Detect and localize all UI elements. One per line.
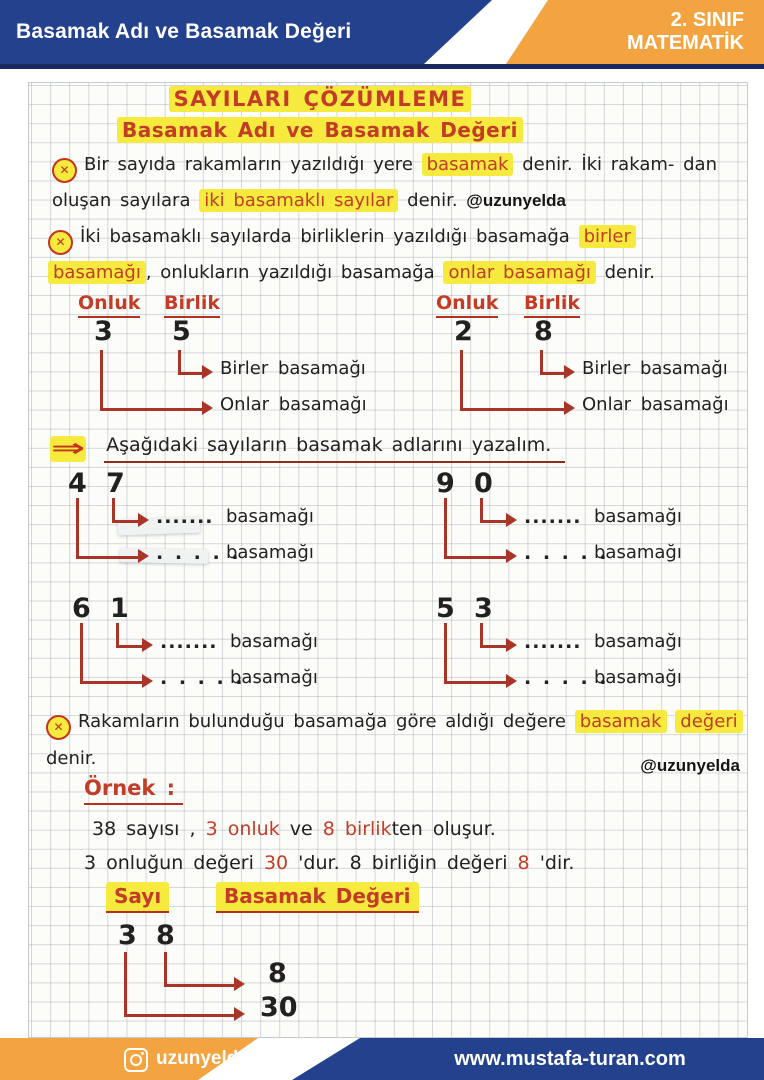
ones-digit: 8 xyxy=(534,316,553,347)
asterisk-bullet-icon: ✕ xyxy=(48,230,73,255)
tens-digit: 6 xyxy=(72,593,91,624)
arrowhead-icon xyxy=(142,674,160,688)
sentence-1-text-a: 38 sayısı , xyxy=(92,818,196,840)
intro-text-2: denir. İki rakam- xyxy=(522,154,675,175)
rule-text-2: , onlukların yazıldığı basamağa xyxy=(145,262,435,283)
tens-connector-line xyxy=(124,952,237,1017)
blank-place-label: basamağı xyxy=(226,506,314,527)
sentence-1-red-ones: 8 birlik xyxy=(322,818,392,840)
highlighted-term-birler: birler xyxy=(579,225,636,248)
grade-line-2: MATEMATİK xyxy=(626,32,744,54)
arrowhead-icon xyxy=(506,549,524,563)
ones-place-label: Birler basamağı xyxy=(220,358,366,379)
double-arrow-icon: ⇒ xyxy=(50,433,86,462)
asterisk-bullet-icon: ✕ xyxy=(52,158,77,183)
blank-dots: . . . . . xyxy=(524,542,608,564)
instagram-icon-dot xyxy=(141,1052,144,1055)
blank-place-label: basamağı xyxy=(594,631,682,652)
tens-digit: 2 xyxy=(454,316,473,347)
blank-dots: . . . . . xyxy=(156,542,240,564)
exercise-item-53 xyxy=(430,593,730,697)
example-sentence-2 xyxy=(84,852,574,874)
place-value-rule-paragraph xyxy=(46,703,746,777)
example-sentence-1 xyxy=(92,818,496,840)
website-url: www.mustafa-turan.com xyxy=(454,1048,686,1070)
main-title-row xyxy=(0,87,640,111)
exercise-item-47 xyxy=(62,468,362,572)
rule-text-3: denir. xyxy=(604,262,656,283)
highlighted-term-basamak-degeri-1: basamak xyxy=(575,710,667,733)
blank-place-label: basamağı xyxy=(230,631,318,652)
tens-connector-line xyxy=(76,498,141,559)
place-name-rule-paragraph xyxy=(48,219,743,291)
footer-bar xyxy=(0,1038,764,1080)
value-column-header: Basamak Değeri xyxy=(216,884,419,908)
highlighted-term-basamak-degeri-2: değeri xyxy=(675,710,742,733)
subtitle: Basamak Adı ve Basamak Değeri xyxy=(117,117,523,143)
tens-digit: 3 xyxy=(118,920,137,951)
tens-digit: 5 xyxy=(436,593,455,624)
tens-digit: 3 xyxy=(94,316,113,347)
asterisk-bullet-icon: ✕ xyxy=(46,715,71,740)
ones-digit: 5 xyxy=(172,316,191,347)
highlighted-term-basamak: basamak xyxy=(422,153,514,176)
sentence-2-text-b: 'dur. 8 birliğin değeri xyxy=(298,852,508,874)
place-diagram-28 xyxy=(428,292,764,424)
main-title: SAYILARI ÇÖZÜMLEME xyxy=(169,86,472,112)
blank-dots: ....... xyxy=(524,506,582,528)
ones-digit: 1 xyxy=(110,593,129,624)
number-column-header: Sayı xyxy=(106,884,169,908)
tens-value: 30 xyxy=(260,992,298,1023)
header-bar xyxy=(0,0,764,69)
blank-place-label: basamağı xyxy=(594,667,682,688)
tens-connector-line xyxy=(100,350,205,411)
watermark-handle: @uzunyelda xyxy=(466,191,566,210)
ones-place-label: Birler basamağı xyxy=(582,358,728,379)
intro-text-1: Bir sayıda rakamların yazıldığı yere xyxy=(84,154,413,175)
exercise-item-61 xyxy=(66,593,366,697)
sentence-1-red-tens: 3 onluk xyxy=(205,818,280,840)
example-heading: Örnek : xyxy=(84,776,183,805)
blank-dots: ....... xyxy=(160,631,218,653)
header-divider-line xyxy=(0,64,764,69)
blank-dots: ....... xyxy=(156,506,214,528)
sentence-1-text-b: ve xyxy=(289,818,313,840)
value-rule-text-2: denir. xyxy=(46,748,97,769)
blank-dots: . . . . . xyxy=(160,667,244,689)
sentence-1-text-c: ten oluşur. xyxy=(391,818,496,840)
tens-digit: 4 xyxy=(68,468,87,499)
grade-line-1: 2. SINIF xyxy=(670,9,744,31)
highlighted-term-onlar-basamagi: onlar basamağı xyxy=(443,261,595,284)
instagram-icon xyxy=(124,1048,148,1072)
sentence-2-red-value-8: 8 xyxy=(517,852,530,874)
grade-badge xyxy=(627,9,744,55)
sentence-2-red-value-30: 30 xyxy=(263,852,289,874)
highlighted-term-two-digit: iki basamaklı sayılar xyxy=(199,189,398,212)
blank-dots: . . . . . xyxy=(524,667,608,689)
exercise-heading: Aşağıdaki sayıların basamak adlarını yazalım. xyxy=(104,434,565,463)
ones-value: 8 xyxy=(268,958,287,989)
arrowhead-icon xyxy=(234,1007,252,1021)
arrowhead-icon xyxy=(564,401,582,415)
ones-column-header: Birlik xyxy=(164,292,220,318)
rule-text-1: İki basamaklı sayılarda birliklerin yazıldığı basamağa xyxy=(80,226,570,247)
place-diagram-35 xyxy=(60,292,400,424)
blank-place-label: basamağı xyxy=(230,667,318,688)
instagram-icon-lens xyxy=(130,1054,142,1066)
tens-connector-line xyxy=(444,498,509,559)
ones-column-header: Birlik xyxy=(524,292,580,318)
blank-place-label: basamağı xyxy=(594,506,682,527)
intro-text-3: dan oluşan sayılara xyxy=(52,154,717,211)
arrowhead-icon xyxy=(506,674,524,688)
intro-text-4: denir. xyxy=(407,190,458,211)
blank-place-label: basamağı xyxy=(594,542,682,563)
ones-digit: 0 xyxy=(474,468,493,499)
ones-digit: 7 xyxy=(106,468,125,499)
sentence-2-text-a: 3 onluğun değeri xyxy=(84,852,254,874)
blank-place-label: basamağı xyxy=(226,542,314,563)
page-title: Basamak Adı ve Basamak Değeri xyxy=(16,20,352,43)
intro-paragraph xyxy=(52,147,742,219)
blank-dots: ....... xyxy=(524,631,582,653)
ones-digit: 3 xyxy=(474,593,493,624)
tens-connector-line xyxy=(80,623,145,684)
arrowhead-icon xyxy=(138,549,156,563)
arrowhead-icon xyxy=(202,401,220,415)
tens-column-header: Onluk xyxy=(78,292,140,318)
value-rule-text-1: Rakamların bulunduğu basamağa göre aldığı değere xyxy=(78,711,566,732)
sentence-2-text-c: 'dir. xyxy=(539,852,575,874)
tens-place-label: Onlar basamağı xyxy=(582,394,729,415)
highlighted-term-basamagi: basamağı xyxy=(48,261,146,284)
tens-place-label: Onlar basamağı xyxy=(220,394,367,415)
tens-digit: 9 xyxy=(436,468,455,499)
exercise-heading-row xyxy=(50,434,565,463)
tens-connector-line xyxy=(444,623,509,684)
tens-column-header: Onluk xyxy=(436,292,498,318)
example-value-diagram-38 xyxy=(116,920,376,1032)
ones-digit: 8 xyxy=(156,920,175,951)
watermark-handle: @uzunyelda xyxy=(640,756,740,775)
subtitle-row xyxy=(0,118,640,142)
instagram-handle: uzunyelda xyxy=(156,1048,249,1069)
exercise-item-90 xyxy=(430,468,730,572)
tens-connector-line xyxy=(460,350,567,411)
